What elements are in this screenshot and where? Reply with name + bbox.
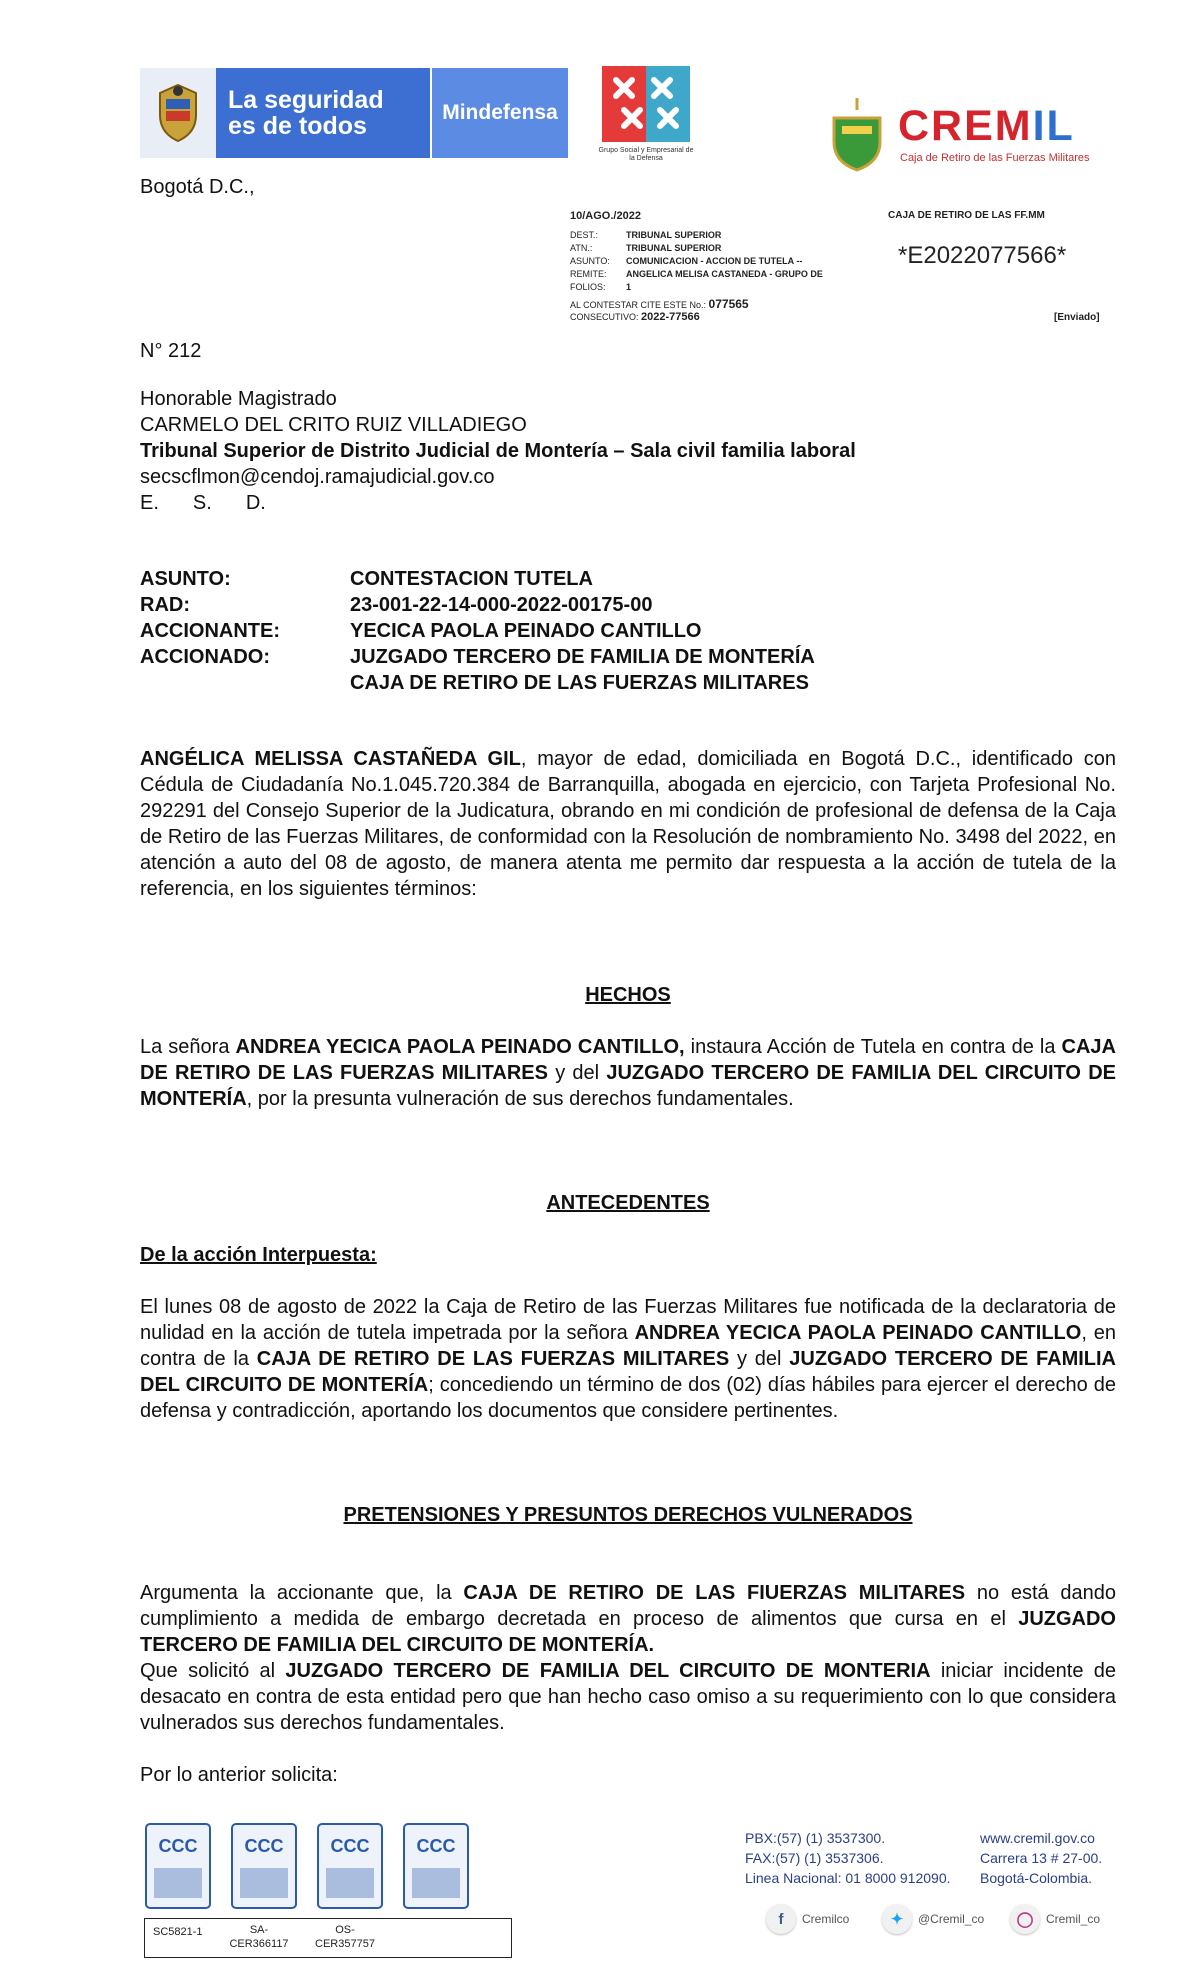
mindefensa-label: Mindefensa xyxy=(430,68,568,158)
intro-paragraph xyxy=(140,746,1116,902)
stamp-consec xyxy=(570,311,700,323)
fax-number: FAX:(57) (1) 3537306. xyxy=(745,1850,884,1866)
twitter-icon: ✦ xyxy=(882,1904,912,1934)
stamp-value: 1 xyxy=(626,282,632,292)
stamp-consec-label: CONSECUTIVO: xyxy=(570,312,639,322)
stamp-value: ANGELICA MELISA CASTANEDA - GRUPO DE xyxy=(626,269,823,279)
facebook-handle: Cremilco xyxy=(802,1912,850,1926)
section-title-pretensiones: PRETENSIONES Y PRESUNTOS DERECHOS VULNERADOS xyxy=(343,1504,913,1526)
addressee-title: Honorable Magistrado xyxy=(140,388,337,410)
meta-value: YECICA PAOLA PEINADO CANTILLO xyxy=(350,620,702,642)
national-line: Linea Nacional: 01 8000 912090. xyxy=(745,1870,951,1886)
meta-value: 23-001-22-14-000-2022-00175-00 xyxy=(350,594,653,616)
stamp-status: [Enviado] xyxy=(1054,312,1100,323)
section-title-hechos: HECHOS xyxy=(585,984,671,1006)
stamp-key: FOLIOS: xyxy=(570,282,606,292)
stamp-value: COMUNICACION - ACCION DE TUTELA -- xyxy=(626,256,803,266)
stamp-key: ATN.: xyxy=(570,243,593,253)
svg-text:CCC: CCC xyxy=(244,1836,284,1856)
stamp-value: TRIBUNAL SUPERIOR xyxy=(626,243,722,253)
stamp-row xyxy=(570,269,823,279)
cremil-word-b: IL xyxy=(1032,102,1075,150)
contact-address xyxy=(980,1828,1102,1888)
stamp-consec-value: 2022-77566 xyxy=(641,311,700,323)
contact-phones xyxy=(745,1828,951,1888)
gov-banner xyxy=(140,68,568,158)
antecedentes-paragraph: El lunes 08 de agosto de 2022 la Caja de Retiro de las Fuerzas Militares fue notificada de la declaratoria de nulidad en la acción de tutela impetrada por la señora ANDREA YECICA PAOLA PEINADO CANTILLO, en contra de la CAJA DE RETIRO DE LAS FUERZAS MILITARES y del JUZGADO TERCERO DE FAMILIA DEL CIRCUITO DE MONTERÍA; concediendo un término de dos (02) días hábiles para ejercer el derecho de defensa y contradicción, aportando los documentos que considere pertinentes. xyxy=(140,1296,1117,1422)
cert-label: SA- CER366117 xyxy=(229,1924,289,1950)
social-instagram[interactable] xyxy=(1010,1904,1100,1934)
pretensiones-paragraph-1: Argumenta la accionante que, la CAJA DE RETIRO DE LAS FIUERZAS MILITARES no está dando cumplimiento a medida de embargo decretada en proceso de alimentos que cursa en el JUZGADO TERCERO DE FAMILIA DEL CIRCUITO DE MONTERÍA. xyxy=(140,1582,1116,1656)
svg-text:CCC: CCC xyxy=(416,1836,456,1856)
stamp-barcode-text: *E2022077566* xyxy=(898,242,1067,269)
stamp-date: 10/AGO./2022 xyxy=(570,210,641,222)
section-title-antecedentes: ANTECEDENTES xyxy=(546,1192,710,1214)
meta-value: CAJA DE RETIRO DE LAS FUERZAS MILITARES xyxy=(350,672,809,694)
website-link[interactable]: www.cremil.gov.co xyxy=(980,1830,1095,1846)
facebook-icon: f xyxy=(766,1904,796,1934)
esd-e: E. xyxy=(140,492,159,514)
social-twitter[interactable] xyxy=(882,1904,984,1934)
certification-logos xyxy=(144,1818,514,1950)
stamp-row xyxy=(570,282,631,292)
cremil-emblem-icon xyxy=(828,96,886,172)
certification-seal-icon xyxy=(316,1818,384,1914)
meta-accionado xyxy=(140,644,1116,670)
meta-rad xyxy=(140,592,1116,618)
meta-accionado-2 xyxy=(140,670,1116,696)
cremil-logo xyxy=(828,96,1118,172)
radicado-stamp xyxy=(570,210,1110,330)
city: Bogotá-Colombia. xyxy=(980,1870,1093,1886)
case-metadata xyxy=(140,566,1116,696)
cremil-word-a: CREM xyxy=(898,102,1033,150)
cert-code-box xyxy=(144,1918,512,1958)
addressee-court: Tribunal Superior de Distrito Judicial de Montería – Sala civil familia laboral xyxy=(140,440,856,462)
cremil-subtitle: Caja de Retiro de las Fuerzas Militares xyxy=(900,152,1090,164)
esd-d: D. xyxy=(245,492,266,514)
twitter-handle: @Cremil_co xyxy=(918,1912,985,1926)
instagram-handle: Cremil_co xyxy=(1046,1912,1101,1926)
stamp-entity: CAJA DE RETIRO DE LAS FF.MM xyxy=(888,210,1045,221)
certification-seal-icon xyxy=(402,1818,470,1914)
stamp-row xyxy=(570,256,802,266)
certification-seal-icon xyxy=(230,1818,298,1914)
cert-label: SC5821-1 xyxy=(153,1926,203,1938)
stamp-key: ASUNTO: xyxy=(570,256,610,266)
stamp-row xyxy=(570,230,721,240)
stamp-cite-value: 077565 xyxy=(708,297,749,311)
coat-of-arms-icon xyxy=(140,68,216,158)
gsed-stars-icon xyxy=(602,66,690,142)
cert-label: OS- CER357757 xyxy=(315,1924,375,1950)
meta-key: ACCIONANTE: xyxy=(140,620,280,642)
gov-slogan xyxy=(216,68,430,158)
lawyer-name: ANGÉLICA MELISSA CASTAÑEDA GIL xyxy=(140,748,521,770)
stamp-key: REMITE: xyxy=(570,269,607,279)
cremil-wordmark xyxy=(898,102,1075,151)
meta-value: CONTESTACION TUTELA xyxy=(350,568,593,590)
addressee-email: secscflmon@cendoj.ramajudicial.gov.co xyxy=(140,466,495,488)
pbx-number: PBX:(57) (1) 3537300. xyxy=(745,1830,886,1846)
meta-value: JUZGADO TERCERO DE FAMILIA DE MONTERÍA xyxy=(350,646,815,668)
document-number: N° 212 xyxy=(140,340,202,362)
street-address: Carrera 13 # 27-00. xyxy=(980,1850,1103,1866)
hechos-paragraph: La señora ANDREA YECICA PAOLA PEINADO CANTILLO, instaura Acción de Tutela en contra de la CAJA DE RETIRO DE LAS FUERZAS MILITARES y del JUZGADO TERCERO DE FAMILIA DEL CIRCUITO DE MONTERÍA, por la presunta vulneración de sus derechos fundamentales. xyxy=(140,1036,1116,1110)
addressee-block xyxy=(140,386,1116,516)
closing-line: Por lo anterior solicita: xyxy=(140,1764,338,1786)
slogan-line-2: es de todos xyxy=(228,112,367,140)
instagram-icon: ◯ xyxy=(1010,1904,1040,1934)
intro-text: , mayor de edad, domiciliada en Bogotá D.C., identificado con Cédula de Ciudadanía No.1.045.720.384 de Barranquilla, abogada en ejercicio, con Tarjeta Profesional No. 292291 del Consejo Superior de la Judicatura, obrando en mi condición de profesional de defensa de la Caja de Retiro de las Fuerzas Militares, de conformidad con la Resolución de nombramiento No. 3498 del 2022, en atención a auto del 08 de agosto, de manera atenta me permito dar respuesta a la acción de tutela de la referencia, en los siguientes términos: xyxy=(140,748,1116,900)
meta-key: ACCIONADO: xyxy=(140,646,270,668)
gsed-logo xyxy=(598,66,694,166)
subsection-title: De la acción Interpuesta: xyxy=(140,1244,377,1266)
meta-asunto xyxy=(140,566,1116,592)
meta-key: ASUNTO: xyxy=(140,568,231,590)
stamp-key: DEST.: xyxy=(570,230,599,240)
addressee-name: CARMELO DEL CRITO RUIZ VILLADIEGO xyxy=(140,414,527,436)
esd-line xyxy=(140,490,1116,516)
meta-accionante xyxy=(140,618,1116,644)
social-facebook[interactable] xyxy=(766,1904,849,1934)
meta-key: RAD: xyxy=(140,594,190,616)
slogan-line-1: La seguridad xyxy=(228,86,384,114)
svg-text:CCC: CCC xyxy=(330,1836,370,1856)
stamp-row xyxy=(570,243,721,253)
pretensiones-paragraph-2: Que solicitó al JUZGADO TERCERO DE FAMILIA DEL CIRCUITO DE MONTERIA iniciar incidente de desacato en contra de esta entidad pero que han hecho caso omiso a su requerimiento con lo que considera vulnerados sus derechos fundamentales. xyxy=(140,1660,1117,1734)
esd-s: S. xyxy=(192,492,212,514)
certification-seal-icon xyxy=(144,1818,212,1914)
stamp-cite xyxy=(570,297,749,311)
gsed-caption: Grupo Social y Empresarial de la Defensa xyxy=(598,147,694,162)
stamp-value: TRIBUNAL SUPERIOR xyxy=(626,230,722,240)
stamp-cite-label: AL CONTESTAR CITE ESTE No.: xyxy=(570,300,707,310)
svg-text:CCC: CCC xyxy=(158,1836,198,1856)
place-date: Bogotá D.C., xyxy=(140,176,255,198)
